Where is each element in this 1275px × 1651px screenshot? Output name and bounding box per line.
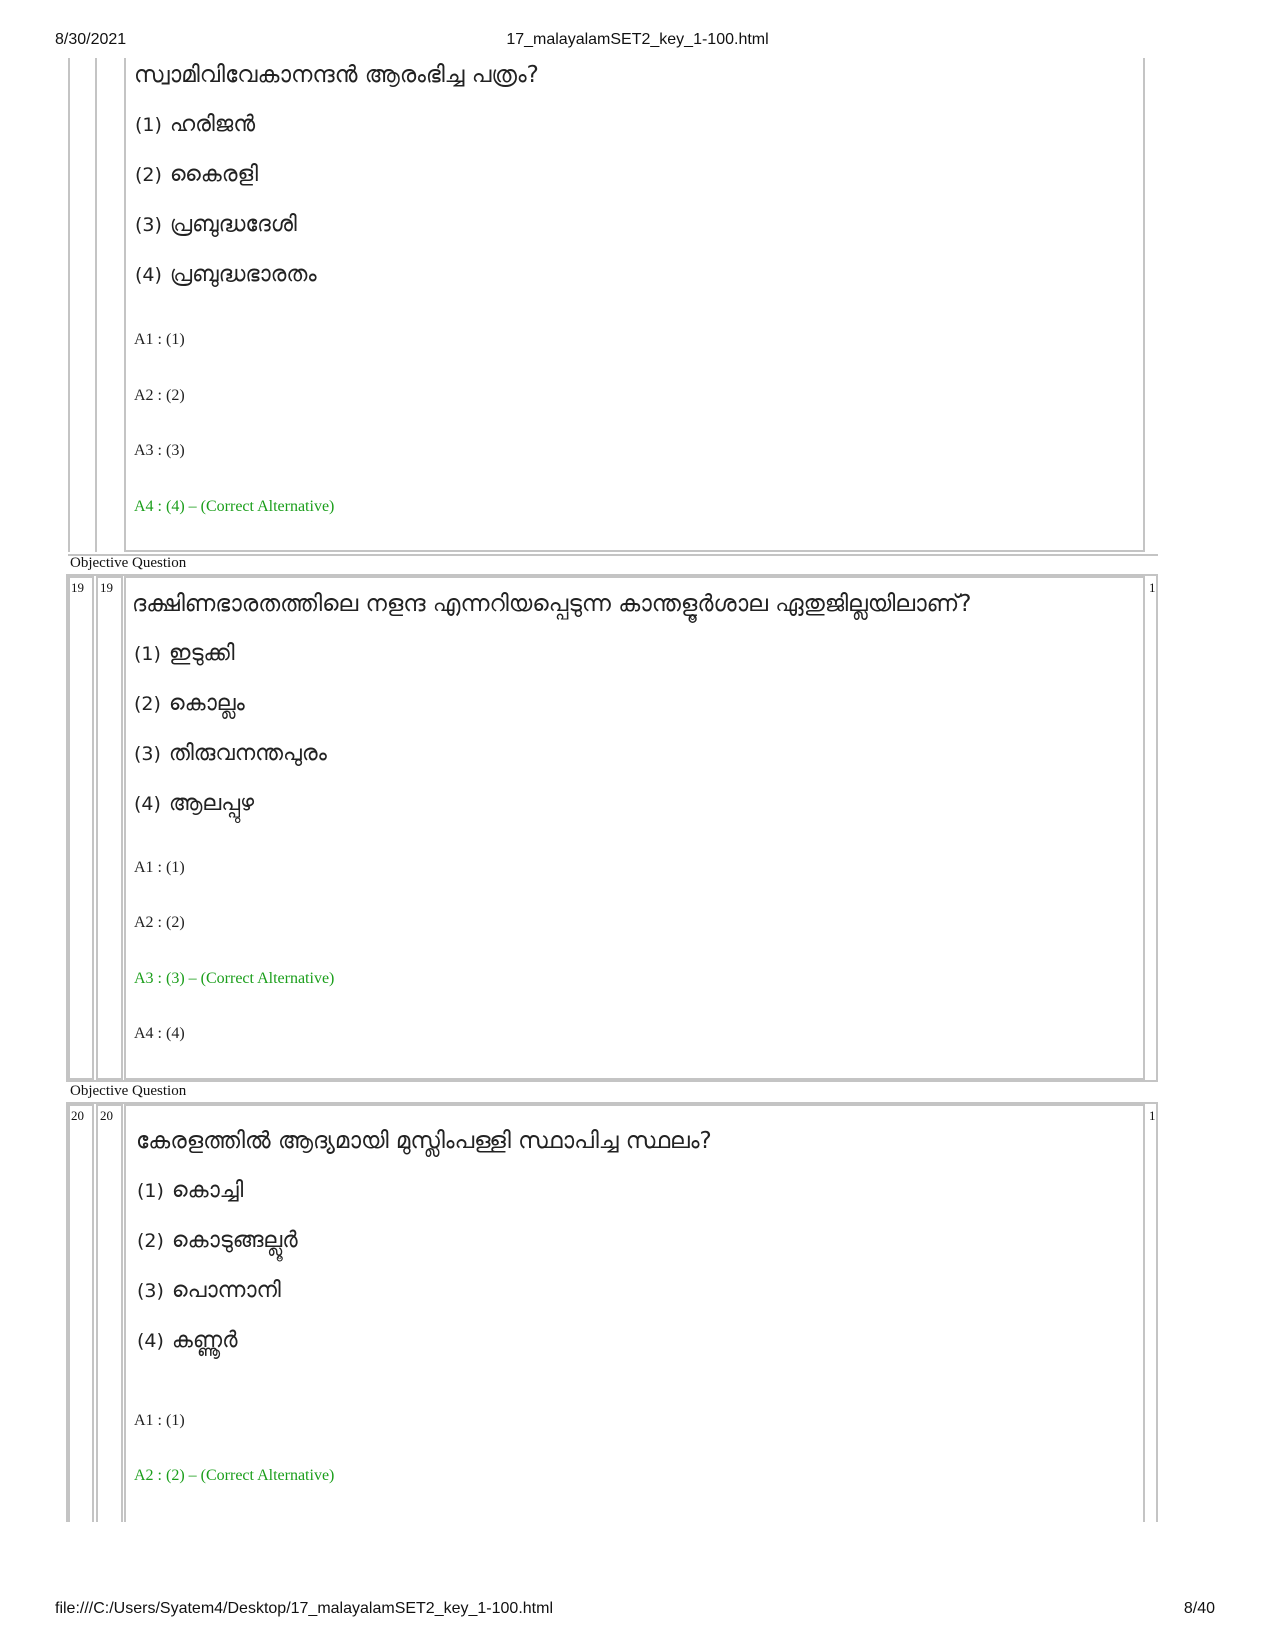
option-1: (1) ഹരിജൻ <box>135 112 256 137</box>
answer-1: A1 : (1) <box>134 859 185 876</box>
serial-cell <box>68 576 94 1080</box>
serial-number: 19 <box>71 580 84 595</box>
option-3: (3) പ്രബുദ്ധദേശി <box>135 212 297 237</box>
question-text: ദക്ഷിണഭാരതത്തിലെ നളന്ദ എന്നറിയപ്പെടുന്ന കാന്തളൂർശാല ഏതുജില്ലയിലാണ്? <box>132 591 972 617</box>
option-4: (4) പ്രബുദ്ധഭാരതം <box>135 262 317 287</box>
print-date: 8/30/2021 <box>55 31 127 48</box>
question-content-box <box>124 1104 1145 1522</box>
document-title: 17_malayalamSET2_key_1-100.html <box>506 31 769 48</box>
option-2: (2) കൈരളി <box>135 162 259 187</box>
answer-2: A2 : (2) <box>134 387 185 404</box>
answer-4: A4 : (4) <box>134 1025 185 1042</box>
question-number-cell <box>96 576 123 1080</box>
marks-value: 1 <box>1149 580 1156 595</box>
question-content-box <box>124 576 1145 1080</box>
answer-2: A2 : (2) <box>134 914 185 931</box>
answer-3-correct: A3 : (3) – (Correct Alternative) <box>134 970 335 987</box>
file-path: file:///C:/Users/Syatem4/Desktop/17_malayalamSET2_key_1-100.html <box>55 1600 553 1617</box>
row-separator <box>68 554 1158 556</box>
answer-2-correct: A2 : (2) – (Correct Alternative) <box>134 1467 335 1484</box>
question-number: 19 <box>100 580 113 595</box>
outer-border-left <box>68 58 70 552</box>
option-2: (2) കൊടുങ്ങല്ലൂർ <box>137 1228 298 1253</box>
option-4: (4) കണ്ണൂർ <box>137 1328 238 1353</box>
question-number: 20 <box>100 1108 113 1123</box>
answer-3: A3 : (3) <box>134 442 185 459</box>
question-type-label: Objective Question <box>70 555 187 571</box>
answer-1: A1 : (1) <box>134 1412 185 1429</box>
answer-4-correct: A4 : (4) – (Correct Alternative) <box>134 498 335 515</box>
question-type-label: Objective Question <box>70 1083 187 1099</box>
question-number-cell <box>96 1104 123 1522</box>
serial-number: 20 <box>71 1108 84 1123</box>
marks-value: 1 <box>1149 1108 1156 1123</box>
question-text: കേരളത്തിൽ ആദ്യമായി മുസ്ലിംപള്ളി സ്ഥാപിച്ച സ്ഥലം? <box>136 1128 712 1154</box>
option-2: (2) കൊല്ലം <box>134 691 245 716</box>
option-3: (3) തിരുവനന്തപുരം <box>134 741 327 766</box>
option-1: (1) ഇടുക്കി <box>134 641 235 666</box>
option-1: (1) കൊച്ചി <box>137 1178 244 1203</box>
page-number: 8/40 <box>1183 1600 1215 1617</box>
option-3: (3) പൊന്നാനി <box>137 1278 281 1303</box>
option-4: (4) ആലപ്പുഴ <box>134 791 255 816</box>
inner-border-left <box>124 58 126 552</box>
question-text: സ്വാമിവിവേകാനന്ദൻ ആരംഭിച്ച പത്രം? <box>134 62 539 88</box>
num-col-divider <box>95 58 97 552</box>
inner-border-right <box>1143 58 1145 552</box>
answer-1: A1 : (1) <box>134 331 185 348</box>
inner-border-bottom <box>124 550 1145 552</box>
serial-cell <box>68 1104 94 1522</box>
